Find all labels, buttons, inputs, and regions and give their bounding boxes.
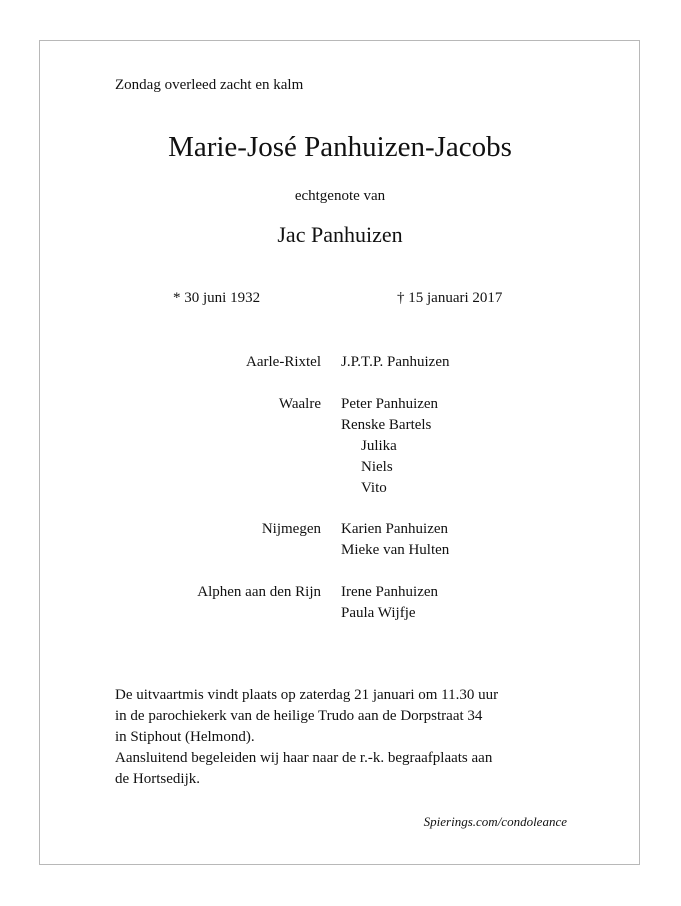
death-date: † 15 januari 2017 xyxy=(397,290,503,306)
birth-date: * 30 juni 1932 xyxy=(173,290,261,306)
family-member: Irene Panhuizen xyxy=(341,584,439,600)
family-members xyxy=(341,352,449,373)
family-member: Karien Panhuizen xyxy=(341,521,449,537)
funeral-line: de Hortsedijk. xyxy=(115,771,200,787)
condolence-link[interactable]: Spierings.com/condoleance xyxy=(423,814,567,829)
spouse-label: echtgenote van xyxy=(294,188,386,204)
intro-text: Zondag overleed zacht en kalm xyxy=(115,77,304,93)
family-member: Mieke van Hulten xyxy=(341,542,450,558)
family-member: Paula Wijfje xyxy=(341,605,416,621)
funeral-line: De uitvaartmis vindt plaats op zaterdag 21 januari om 11.30 uur xyxy=(115,687,499,703)
family-place: Waalre xyxy=(278,396,321,412)
funeral-line: Aansluitend begeleiden wij haar naar de r.-k. begraafplaats aan xyxy=(115,750,493,766)
family-member: Peter Panhuizen xyxy=(341,396,439,412)
family-members xyxy=(341,394,438,499)
family-member: J.P.T.P. Panhuizen xyxy=(341,354,450,370)
funeral-details xyxy=(115,685,498,790)
family-member-child: Vito xyxy=(361,480,387,496)
spouse-name: Jac Panhuizen xyxy=(277,222,403,247)
family-members xyxy=(341,519,449,561)
deceased-name: Marie-José Panhuizen-Jacobs xyxy=(168,131,512,163)
family-members xyxy=(341,582,438,624)
obituary-card xyxy=(39,40,640,865)
family-member-child: Niels xyxy=(361,459,393,475)
family-place: Nijmegen xyxy=(261,521,321,537)
family-member-child: Julika xyxy=(361,438,397,454)
family-member: Renske Bartels xyxy=(341,417,432,433)
family-place: Aarle-Rixtel xyxy=(246,354,321,370)
family-place: Alphen aan den Rijn xyxy=(197,584,321,600)
funeral-line: in de parochiekerk van de heilige Trudo aan de Dorpstraat 34 xyxy=(115,708,483,724)
funeral-line: in Stiphout (Helmond). xyxy=(115,729,255,745)
